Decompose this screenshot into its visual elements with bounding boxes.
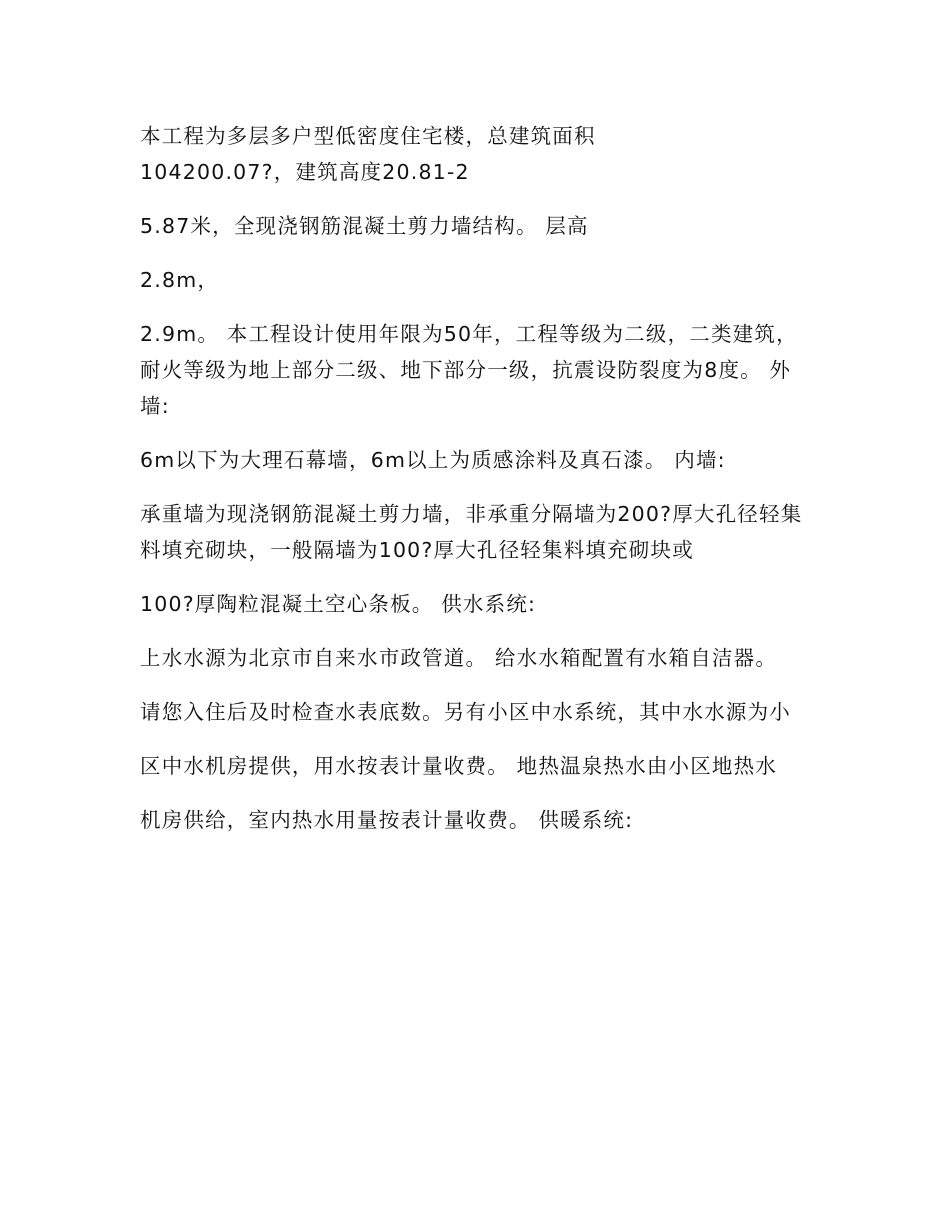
paragraph-interior-wall: 承重墙为现浇钢筋混凝土剪力墙，非承重分隔墙为200?厚大孔径轻集料填充砌块，一般隔墙为100?厚大孔径轻集料填充砌块或 — [140, 502, 803, 562]
paragraph-structure: 5.87米，全现浇钢筋混凝土剪力墙结构。 层高 — [140, 214, 589, 238]
paragraph-water-source: 上水水源为北京市自来水市政管道。 给水水箱配置有水箱自洁器。 — [140, 646, 778, 670]
paragraph-building-overview-2: 104200.07?，建筑高度20.81-2 — [140, 160, 470, 184]
paragraph-hot-water: 机房供给，室内热水用量按表计量收费。 供暖系统: — [140, 808, 634, 832]
paragraph-partition: 100?厚陶粒混凝土空心条板。 供水系统: — [140, 592, 537, 616]
paragraph-floor-height-1: 2.8m， — [140, 268, 220, 292]
paragraph-exterior-wall: 6m以下为大理石幕墙，6m以上为质感涂料及真石漆。 内墙: — [140, 448, 726, 472]
paragraph-design-life: 2.9m。 本工程设计使用年限为50年，工程等级为二级，二类建筑，耐火等级为地上部分二级、地下部分一级，抗震设防裂度为8度。 外墙: — [140, 322, 798, 418]
paragraph-reclaimed-water: 区中水机房提供，用水按表计量收费。 地热温泉热水由小区地热水 — [140, 754, 778, 778]
paragraph-building-overview-1: 本工程为多层多户型低密度住宅楼，总建筑面积 — [140, 124, 596, 148]
document-body — [140, 118, 808, 856]
paragraph-water-meter: 请您入住后及时检查水表底数。另有小区中水系统，其中水水源为小 — [140, 700, 791, 724]
